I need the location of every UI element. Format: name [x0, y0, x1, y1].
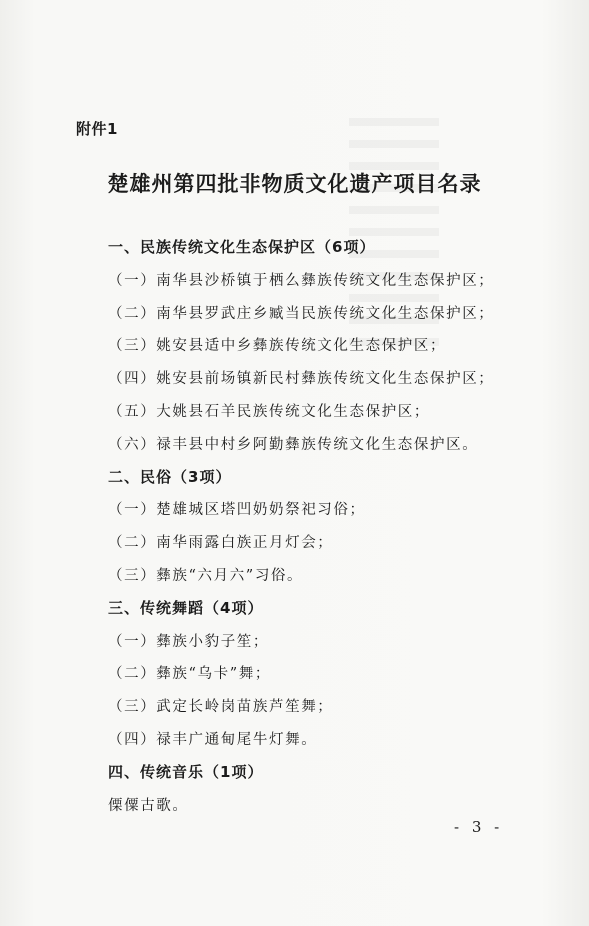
list-item: （三）彝族“六月六”习俗。	[108, 568, 304, 584]
document-title: 楚雄州第四批非物质文化遗产项目名录	[107, 172, 482, 196]
attachment-label: 附件1	[76, 120, 118, 138]
list-item: （三）武定长岭岗苗族芦笙舞；	[108, 699, 334, 716]
list-item: （四）姚安县前场镇新民村彝族传统文化生态保护区；	[108, 371, 495, 388]
list-item: （二）南华雨露白族正月灯会；	[108, 535, 334, 552]
list-item: （四）禄丰广通甸尾牛灯舞。	[108, 732, 318, 748]
list-item: （五）大姚县石羊民族传统文化生态保护区；	[108, 404, 430, 420]
list-item: （一）南华县沙桥镇于栖么彝族传统文化生态保护区；	[108, 272, 495, 289]
page-number: - 3 -	[454, 818, 504, 836]
section-heading: 二、民俗（3项）	[108, 467, 232, 486]
section-heading: 三、传统舞蹈（4项）	[108, 598, 264, 617]
list-item: 傈僳古歌。	[108, 797, 189, 814]
list-item: （六）禄丰县中村乡阿勤彝族传统文化生态保护区。	[108, 436, 479, 453]
list-item: （三）姚安县适中乡彝族传统文化生态保护区；	[108, 338, 447, 355]
list-item: （一）楚雄城区塔凹奶奶祭祀习俗；	[108, 502, 366, 519]
section-heading: 四、传统音乐（1项）	[108, 762, 264, 781]
list-item: （一）彝族小豹子笙；	[108, 633, 269, 650]
section-heading: 一、民族传统文化生态保护区（6项）	[108, 238, 376, 256]
list-item: （二）南华县罗武庄乡臧当民族传统文化生态保护区；	[108, 305, 495, 322]
list-item: （二）彝族“乌卡”舞；	[108, 666, 271, 683]
